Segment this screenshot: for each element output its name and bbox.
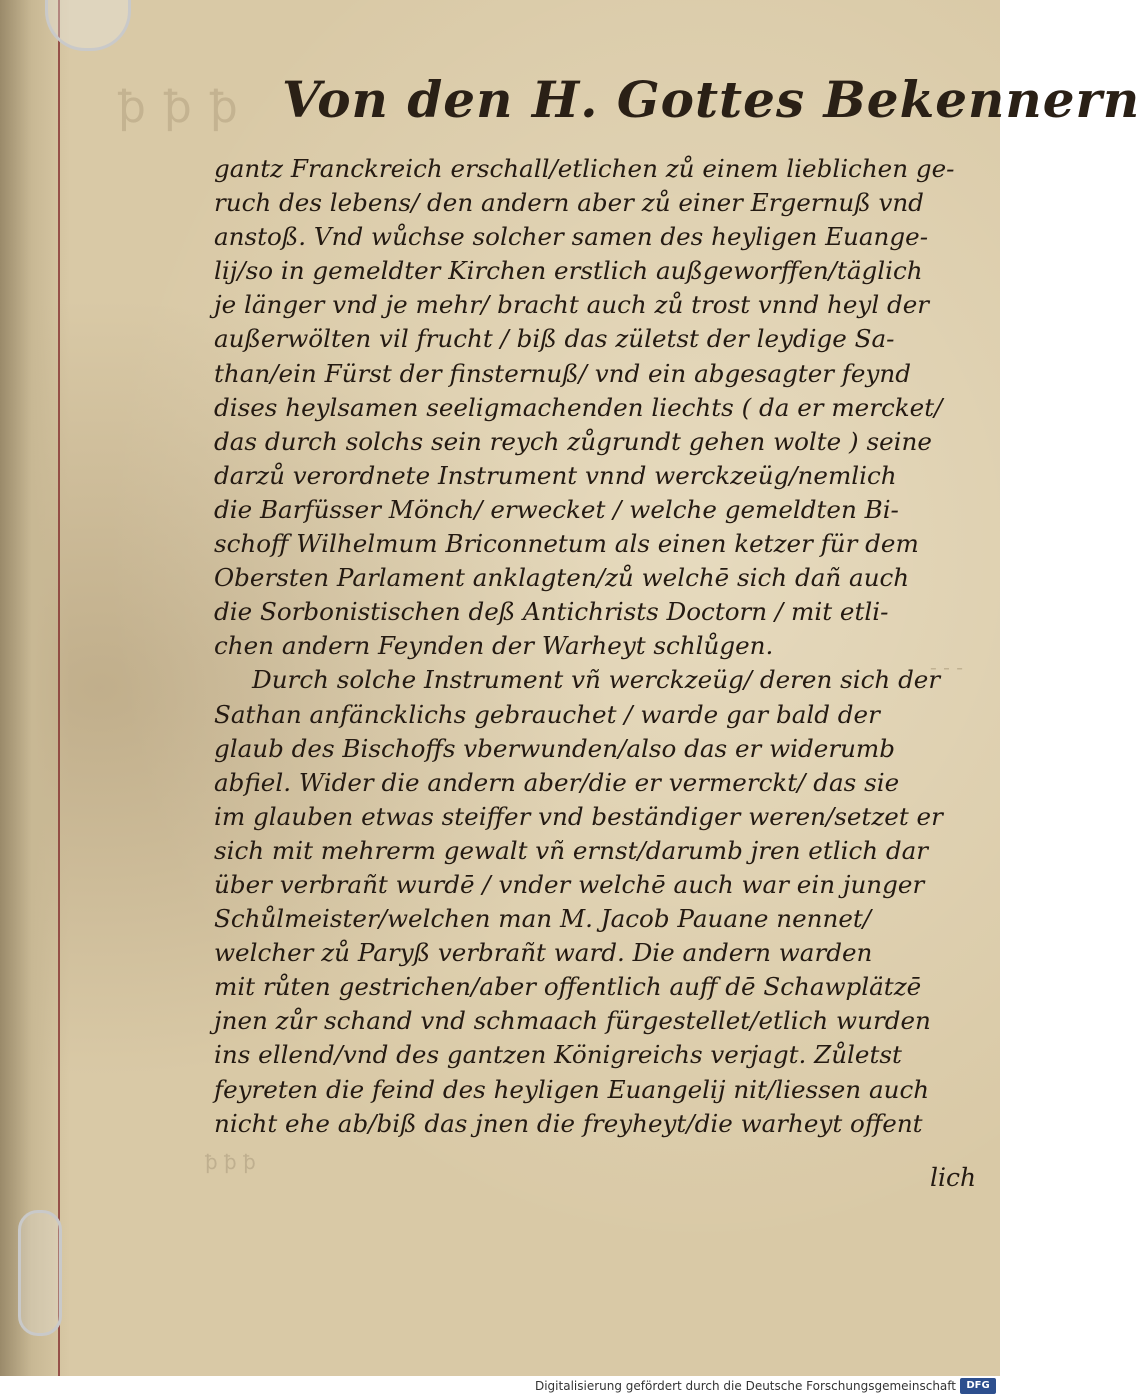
running-head: Von den H. Gottes Bekennern (282, 70, 1140, 129)
text-line: dises heylsamen seeligmachenden liechts ( da er mercket/ (214, 392, 943, 422)
text-line: ruch des lebens/ den andern aber zů einer Ergernuß vnd (214, 188, 924, 218)
footer-credit-text: Digitalisierung gefördert durch die Deutsche Forschungsgemeinschaft (534, 1379, 956, 1393)
show-through-text: ꝥ ꝥ ꝥ (118, 82, 240, 133)
text-line: abfiel. Wider die andern aber/die er vermerckt/ das sie (214, 767, 900, 797)
text-line: Obersten Parlament anklagten/zů welchē sich dañ auch (214, 563, 910, 593)
text-line: schoff Wilhelmum Briconnetum als einen ketzer für dem (214, 529, 919, 559)
catchword: lich (930, 1163, 977, 1192)
text-line-paragraph-start: Durch solche Instrument vñ werckzeüg/ deren sich der (252, 665, 941, 695)
text-line: die Sorbonistischen deß Antichrists Doctorn / mit etli- (214, 597, 889, 627)
text-line: glaub des Bischoffs vberwunden/also das er widerumb (214, 733, 895, 763)
text-line: Sathan anfäncklichs gebrauchet / warde gar bald der (214, 699, 880, 729)
show-through-mark: - - - (930, 655, 963, 679)
text-line: im glauben etwas steiffer vnd beständiger weren/setzet er (214, 801, 943, 831)
text-line: je länger vnd je mehr/ bracht auch zů trost vnnd heyl der (214, 290, 930, 320)
text-line: über verbrañt wurdē / vnder welchē auch war ein junger (214, 869, 925, 899)
text-line: nicht ehe ab/biß das jnen die freyheyt/die warheyt offent (214, 1108, 923, 1138)
gutter-binding-line (58, 0, 60, 1376)
text-line: jnen zůr schand vnd schmaach fürgestellet/etlich wurden (214, 1006, 931, 1036)
text-line: anstoß. Vnd wůchse solcher samen des heyligen Euange- (214, 222, 928, 252)
text-line: than/ein Fürst der finsternuß/ vnd ein abgesagter feynd (214, 358, 911, 388)
text-line: feyreten die feind des heyligen Euangelij nit/liessen auch (214, 1074, 930, 1104)
dfg-logo-icon: DFG (960, 1378, 996, 1394)
text-line: außerwölten vil frucht / biß das zületst der leydige Sa- (214, 324, 895, 354)
text-line: mit růten gestrichen/aber offentlich auff dē Schawplätzē (214, 972, 922, 1002)
text-line: chen andern Feynden der Warheyt schlůgen. (214, 631, 774, 661)
text-line: gantz Franckreich erschall/etlichen zů einem lieblichen ge- (214, 154, 955, 183)
body-text (214, 152, 974, 1141)
show-through-mark: ꝥ ꝥ ꝥ (205, 1150, 256, 1174)
text-line: Schůlmeister/welchen man M. Jacob Pauane nennet/ (214, 904, 872, 934)
text-line: das durch solchs sein reych zůgrundt gehen wolte ) seine (214, 426, 932, 456)
bottom-clip-icon (18, 1210, 62, 1336)
text-line: welcher zů Paryß verbrañt ward. Die andern warden (214, 938, 873, 968)
footer-bar (0, 1376, 1000, 1398)
text-line: lij/so in gemeldter Kirchen erstlich außgeworffen/täglich (214, 256, 923, 286)
text-line: die Barfüsser Mönch/ erwecket / welche gemeldten Bi- (214, 494, 899, 524)
text-line: darzů verordnete Instrument vnnd werckzeüg/nemlich (214, 460, 897, 490)
text-line: sich mit mehrerm gewalt vñ ernst/darumb jren etlich dar (214, 835, 929, 865)
text-line: ins ellend/vnd des gantzen Königreichs verjagt. Zůletst (214, 1040, 902, 1070)
